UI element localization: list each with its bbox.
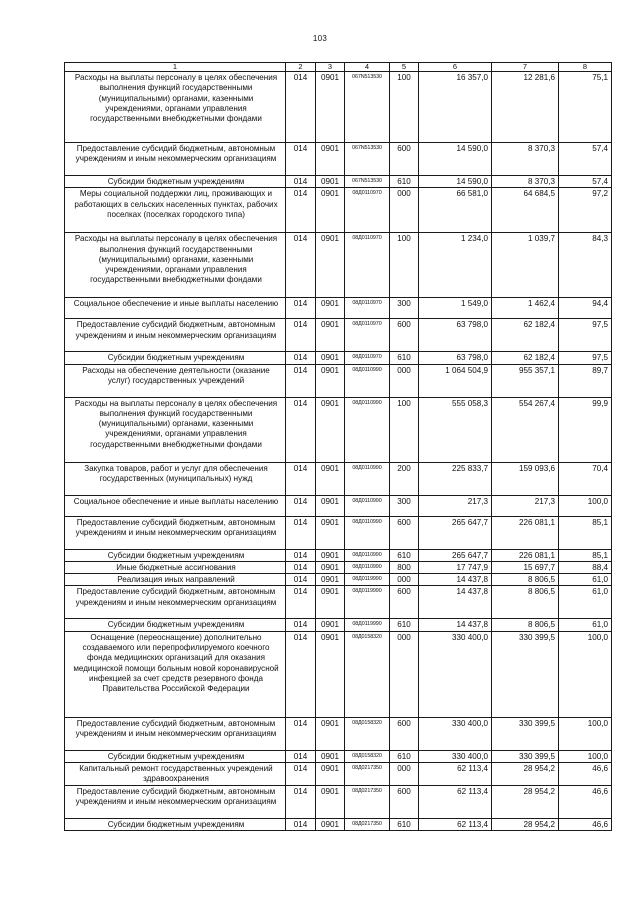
section-code: 0901 <box>316 785 345 818</box>
admin-code: 014 <box>286 818 316 830</box>
execution-percent: 70,4 <box>559 462 612 495</box>
section-code: 0901 <box>316 397 345 462</box>
planned-amount: 1 234,0 <box>419 233 492 298</box>
target-article-code: 08Д0110970 <box>345 319 390 352</box>
item-name: Предоставление субсидий бюджетным, автономным учреждениям и иным некоммерческим организациям <box>65 785 286 818</box>
table-row <box>65 574 612 586</box>
expense-type-code: 610 <box>390 176 419 188</box>
admin-code: 014 <box>286 72 316 143</box>
planned-amount: 265 647,7 <box>419 516 492 549</box>
admin-code: 014 <box>286 495 316 516</box>
executed-amount: 8 806,5 <box>492 586 559 619</box>
table-row <box>65 818 612 830</box>
executed-amount: 28 954,2 <box>492 818 559 830</box>
target-article-code: 08Д0217350 <box>345 785 390 818</box>
item-name: Расходы на выплаты персоналу в целях обеспечения выполнения функций государственными (муниципальными) органами, казенными учреждениями, органами управления государственными внебюджетными фондами <box>65 72 286 143</box>
section-code: 0901 <box>316 233 345 298</box>
section-code: 0901 <box>316 176 345 188</box>
executed-amount: 28 954,2 <box>492 785 559 818</box>
expense-type-code: 100 <box>390 72 419 143</box>
item-name: Реализация иных направлений <box>65 574 286 586</box>
table-row <box>65 619 612 631</box>
executed-amount: 554 267,4 <box>492 397 559 462</box>
expense-type-code: 100 <box>390 397 419 462</box>
item-name: Предоставление субсидий бюджетным, автономным учреждениям и иным некоммерческим организациям <box>65 516 286 549</box>
expense-type-code: 600 <box>390 586 419 619</box>
execution-percent: 61,0 <box>559 619 612 631</box>
table-row <box>65 319 612 352</box>
execution-percent: 75,1 <box>559 72 612 143</box>
section-code: 0901 <box>316 364 345 397</box>
admin-code: 014 <box>286 631 316 717</box>
expense-type-code: 610 <box>390 549 419 561</box>
table-row <box>65 233 612 298</box>
admin-code: 014 <box>286 233 316 298</box>
execution-percent: 84,3 <box>559 233 612 298</box>
executed-amount: 62 182,4 <box>492 319 559 352</box>
planned-amount: 217,3 <box>419 495 492 516</box>
execution-percent: 57,4 <box>559 176 612 188</box>
execution-percent: 88,4 <box>559 561 612 573</box>
admin-code: 014 <box>286 717 316 750</box>
execution-percent: 99,9 <box>559 397 612 462</box>
executed-amount: 15 697,7 <box>492 561 559 573</box>
table-row <box>65 586 612 619</box>
header-cell: 5 <box>390 63 419 72</box>
target-article-code: 08Д0110990 <box>345 495 390 516</box>
target-article-code: 08Д0217350 <box>345 763 390 786</box>
planned-amount: 14 590,0 <box>419 143 492 176</box>
table-row <box>65 549 612 561</box>
section-code: 0901 <box>316 586 345 619</box>
expense-type-code: 800 <box>390 561 419 573</box>
admin-code: 014 <box>286 352 316 364</box>
expense-type-code: 600 <box>390 717 419 750</box>
table-row <box>65 364 612 397</box>
expense-type-code: 600 <box>390 785 419 818</box>
item-name: Субсидии бюджетным учреждениям <box>65 818 286 830</box>
section-code: 0901 <box>316 72 345 143</box>
expense-type-code: 000 <box>390 364 419 397</box>
execution-percent: 100,0 <box>559 631 612 717</box>
header-cell: 3 <box>316 63 345 72</box>
executed-amount: 64 684,5 <box>492 188 559 233</box>
execution-percent: 89,7 <box>559 364 612 397</box>
expense-type-code: 610 <box>390 750 419 762</box>
execution-percent: 61,0 <box>559 586 612 619</box>
table-row <box>65 750 612 762</box>
section-code: 0901 <box>316 352 345 364</box>
executed-amount: 12 281,6 <box>492 72 559 143</box>
executed-amount: 28 954,2 <box>492 763 559 786</box>
admin-code: 014 <box>286 319 316 352</box>
section-code: 0901 <box>316 619 345 631</box>
admin-code: 014 <box>286 364 316 397</box>
executed-amount: 217,3 <box>492 495 559 516</box>
target-article-code: 08Д0217350 <box>345 818 390 830</box>
target-article-code: 08Д0158320 <box>345 717 390 750</box>
table-row <box>65 785 612 818</box>
section-code: 0901 <box>316 298 345 319</box>
planned-amount: 14 437,8 <box>419 586 492 619</box>
execution-percent: 57,4 <box>559 143 612 176</box>
item-name: Меры социальной поддержки лиц, проживающих и работающих в сельских населенных пунктах, рабочих поселках (поселках городского типа) <box>65 188 286 233</box>
expense-type-code: 610 <box>390 352 419 364</box>
planned-amount: 225 833,7 <box>419 462 492 495</box>
executed-amount: 226 081,1 <box>492 516 559 549</box>
admin-code: 014 <box>286 298 316 319</box>
planned-amount: 17 747,9 <box>419 561 492 573</box>
target-article-code: 08Д0110970 <box>345 352 390 364</box>
planned-amount: 66 581,0 <box>419 188 492 233</box>
admin-code: 014 <box>286 143 316 176</box>
executed-amount: 330 399,5 <box>492 750 559 762</box>
executed-amount: 330 399,5 <box>492 631 559 717</box>
table-header-row <box>65 63 612 72</box>
section-code: 0901 <box>316 495 345 516</box>
table-row <box>65 763 612 786</box>
executed-amount: 955 357,1 <box>492 364 559 397</box>
executed-amount: 8 370,3 <box>492 143 559 176</box>
target-article-code: 08Д0158320 <box>345 631 390 717</box>
planned-amount: 14 437,8 <box>419 574 492 586</box>
execution-percent: 85,1 <box>559 549 612 561</box>
section-code: 0901 <box>316 188 345 233</box>
execution-percent: 100,0 <box>559 495 612 516</box>
execution-percent: 97,5 <box>559 319 612 352</box>
header-cell: 1 <box>65 63 286 72</box>
expense-type-code: 300 <box>390 495 419 516</box>
section-code: 0901 <box>316 143 345 176</box>
execution-percent: 46,6 <box>559 763 612 786</box>
target-article-code: 08Д0110990 <box>345 462 390 495</box>
planned-amount: 63 798,0 <box>419 352 492 364</box>
expense-type-code: 300 <box>390 298 419 319</box>
execution-percent: 97,2 <box>559 188 612 233</box>
target-article-code: 08Д0110970 <box>345 233 390 298</box>
target-article-code: 067N513530 <box>345 143 390 176</box>
item-name: Расходы на обеспечение деятельности (оказание услуг) государственных учреждений <box>65 364 286 397</box>
target-article-code: 067N513530 <box>345 72 390 143</box>
planned-amount: 62 113,4 <box>419 818 492 830</box>
execution-percent: 46,6 <box>559 818 612 830</box>
execution-percent: 97,5 <box>559 352 612 364</box>
header-cell: 7 <box>492 63 559 72</box>
table-row <box>65 495 612 516</box>
table-row <box>65 143 612 176</box>
executed-amount: 1 039,7 <box>492 233 559 298</box>
item-name: Субсидии бюджетным учреждениям <box>65 176 286 188</box>
table-row <box>65 397 612 462</box>
executed-amount: 8 806,5 <box>492 619 559 631</box>
item-name: Оснащение (переоснащение) дополнительно создаваемого или перепрофилируемого коечного фонда медицинских организаций для оказания медицинской помощи больным новой коронавирусной инфекцией за счет средств резервного фонда Правительства Российской Федерации <box>65 631 286 717</box>
target-article-code: 08Д0119990 <box>345 574 390 586</box>
item-name: Капитальный ремонт государственных учреждений здравоохранения <box>65 763 286 786</box>
admin-code: 014 <box>286 397 316 462</box>
planned-amount: 14 590,0 <box>419 176 492 188</box>
admin-code: 014 <box>286 549 316 561</box>
executed-amount: 226 081,1 <box>492 549 559 561</box>
section-code: 0901 <box>316 319 345 352</box>
expense-type-code: 000 <box>390 631 419 717</box>
execution-percent: 61,0 <box>559 574 612 586</box>
planned-amount: 14 437,8 <box>419 619 492 631</box>
executed-amount: 330 399,5 <box>492 717 559 750</box>
planned-amount: 62 113,4 <box>419 763 492 786</box>
expense-type-code: 600 <box>390 143 419 176</box>
target-article-code: 08Д0119990 <box>345 619 390 631</box>
table-row <box>65 72 612 143</box>
table-row <box>65 717 612 750</box>
table-row <box>65 516 612 549</box>
admin-code: 014 <box>286 561 316 573</box>
section-code: 0901 <box>316 818 345 830</box>
admin-code: 014 <box>286 750 316 762</box>
executed-amount: 62 182,4 <box>492 352 559 364</box>
admin-code: 014 <box>286 176 316 188</box>
planned-amount: 1 549,0 <box>419 298 492 319</box>
admin-code: 014 <box>286 763 316 786</box>
section-code: 0901 <box>316 574 345 586</box>
item-name: Субсидии бюджетным учреждениям <box>65 549 286 561</box>
section-code: 0901 <box>316 631 345 717</box>
section-code: 0901 <box>316 462 345 495</box>
item-name: Предоставление субсидий бюджетным, автономным учреждениям и иным некоммерческим организациям <box>65 717 286 750</box>
item-name: Социальное обеспечение и иные выплаты населению <box>65 495 286 516</box>
planned-amount: 16 357,0 <box>419 72 492 143</box>
planned-amount: 330 400,0 <box>419 631 492 717</box>
page-number: 103 <box>312 34 328 43</box>
item-name: Закупка товаров, работ и услуг для обеспечения государственных (муниципальных) нужд <box>65 462 286 495</box>
executed-amount: 159 093,6 <box>492 462 559 495</box>
planned-amount: 555 058,3 <box>419 397 492 462</box>
section-code: 0901 <box>316 549 345 561</box>
budget-table <box>64 62 612 831</box>
item-name: Расходы на выплаты персоналу в целях обеспечения выполнения функций государственными (муниципальными) органами, казенными учреждениями, органами управления государственными внебюджетными фондами <box>65 397 286 462</box>
item-name: Субсидии бюджетным учреждениям <box>65 619 286 631</box>
item-name: Субсидии бюджетным учреждениям <box>65 750 286 762</box>
expense-type-code: 200 <box>390 462 419 495</box>
item-name: Социальное обеспечение и иные выплаты населению <box>65 298 286 319</box>
item-name: Предоставление субсидий бюджетным, автономным учреждениям и иным некоммерческим организациям <box>65 319 286 352</box>
planned-amount: 330 400,0 <box>419 750 492 762</box>
target-article-code: 08Д0158320 <box>345 750 390 762</box>
target-article-code: 08Д0110970 <box>345 188 390 233</box>
admin-code: 014 <box>286 188 316 233</box>
table-row <box>65 631 612 717</box>
header-cell: 6 <box>419 63 492 72</box>
header-cell: 8 <box>559 63 612 72</box>
target-article-code: 08Д0110990 <box>345 516 390 549</box>
target-article-code: 08Д0110970 <box>345 298 390 319</box>
executed-amount: 1 462,4 <box>492 298 559 319</box>
item-name: Иные бюджетные ассигнования <box>65 561 286 573</box>
planned-amount: 1 064 504,9 <box>419 364 492 397</box>
expense-type-code: 000 <box>390 188 419 233</box>
admin-code: 014 <box>286 462 316 495</box>
executed-amount: 8 806,5 <box>492 574 559 586</box>
table-row <box>65 561 612 573</box>
target-article-code: 08Д0110990 <box>345 364 390 397</box>
table-row <box>65 352 612 364</box>
target-article-code: 08Д0119990 <box>345 586 390 619</box>
section-code: 0901 <box>316 516 345 549</box>
planned-amount: 330 400,0 <box>419 717 492 750</box>
admin-code: 014 <box>286 516 316 549</box>
execution-percent: 100,0 <box>559 717 612 750</box>
expense-type-code: 610 <box>390 818 419 830</box>
admin-code: 014 <box>286 574 316 586</box>
expense-type-code: 000 <box>390 574 419 586</box>
expense-type-code: 100 <box>390 233 419 298</box>
expense-type-code: 000 <box>390 763 419 786</box>
table-row <box>65 462 612 495</box>
section-code: 0901 <box>316 717 345 750</box>
planned-amount: 63 798,0 <box>419 319 492 352</box>
execution-percent: 85,1 <box>559 516 612 549</box>
target-article-code: 08Д0110990 <box>345 549 390 561</box>
item-name: Расходы на выплаты персоналу в целях обеспечения выполнения функций государственными (муниципальными) органами, казенными учреждениями, органами управления государственными внебюджетными фондами <box>65 233 286 298</box>
item-name: Предоставление субсидий бюджетным, автономным учреждениям и иным некоммерческим организациям <box>65 143 286 176</box>
section-code: 0901 <box>316 750 345 762</box>
execution-percent: 46,6 <box>559 785 612 818</box>
section-code: 0901 <box>316 763 345 786</box>
execution-percent: 100,0 <box>559 750 612 762</box>
header-cell: 4 <box>345 63 390 72</box>
expense-type-code: 600 <box>390 319 419 352</box>
executed-amount: 8 370,3 <box>492 176 559 188</box>
item-name: Субсидии бюджетным учреждениям <box>65 352 286 364</box>
expense-type-code: 610 <box>390 619 419 631</box>
planned-amount: 62 113,4 <box>419 785 492 818</box>
header-cell: 2 <box>286 63 316 72</box>
table-row <box>65 176 612 188</box>
planned-amount: 265 647,7 <box>419 549 492 561</box>
admin-code: 014 <box>286 586 316 619</box>
target-article-code: 08Д0110990 <box>345 561 390 573</box>
target-article-code: 08Д0110990 <box>345 397 390 462</box>
target-article-code: 067N513530 <box>345 176 390 188</box>
item-name: Предоставление субсидий бюджетным, автономным учреждениям и иным некоммерческим организациям <box>65 586 286 619</box>
section-code: 0901 <box>316 561 345 573</box>
expense-type-code: 600 <box>390 516 419 549</box>
execution-percent: 94,4 <box>559 298 612 319</box>
admin-code: 014 <box>286 619 316 631</box>
admin-code: 014 <box>286 785 316 818</box>
table-row <box>65 188 612 233</box>
table-row <box>65 298 612 319</box>
